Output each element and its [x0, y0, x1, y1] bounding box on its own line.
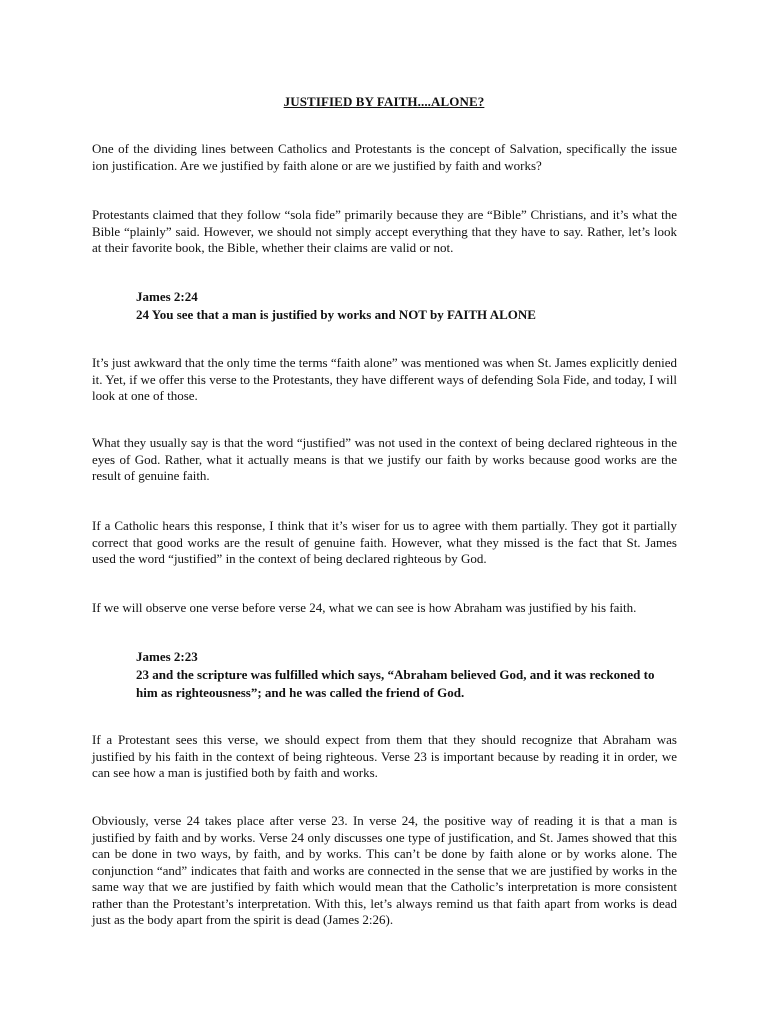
paragraph-conclusion: Obviously, verse 24 takes place after verse 23. In verse 24, the positive way of reading it is that a man is justified by faith and by works. Verse 24 only discusses one type of justification, and St. James showed that this can be done in two ways, by faith, and by works. This can’t be done by faith alone or by works alone. The conjunction “and” indicates that faith and works are connected in the sense that we are justified by works in the same way that we are justified by faith which would mean that the Catholic’s interpretation is more consistent rather than the Protestant’s interpretation. With this, let’s always remind us that faith apart from works is dead just as the body apart from the spirit is dead (James 2:26).: [92, 813, 677, 927]
paragraph-protestant-response: What they usually say is that the word “justified” was not used in the context of being declared righteous in the eyes of God. Rather, what it actually means is that we justify our faith by works because good works are the result of genuine faith.: [92, 435, 677, 483]
paragraph-verse-before: If we will observe one verse before verse 24, what we can see is how Abraham was justified by his faith.: [92, 600, 637, 615]
page-title: JUSTIFIED BY FAITH....ALONE?: [283, 94, 485, 109]
scripture-reference: James 2:23: [136, 649, 198, 664]
paragraph-abraham-justified: If a Protestant sees this verse, we should expect from them that they should recognize that Abraham was justified by his faith in the context of being righteous. Verse 23 is important because by reading it in order, we can see how a man is justified both by faith and works.: [92, 732, 677, 780]
scripture-text: 24 You see that a man is justified by works and NOT by FAITH ALONE: [136, 307, 536, 322]
scripture-text: 23 and the scripture was fulfilled which says, “Abraham believed God, and it was reckoned to him as righteousness”; and he was called the friend of God.: [136, 667, 655, 700]
paragraph-protestant-claim: Protestants claimed that they follow “sola fide” primarily because they are “Bible” Christians, and it’s what the Bible “plainly” said. However, we should not simply accept everything that they have to say. Rather, let’s look at their favorite book, the Bible, whether their claims are valid or not.: [92, 207, 677, 255]
scripture-quote-james-2-24: [136, 288, 606, 324]
scripture-quote-james-2-23: [136, 648, 656, 702]
paragraph-catholic-reply: If a Catholic hears this response, I think that it’s wiser for us to agree with them partially. They got it partially correct that good works are the result of genuine faith. However, what they missed is the fact that St. James used the word “justified” in the context of being declared righteous by God.: [92, 518, 677, 566]
paragraph-faith-alone-denied: It’s just awkward that the only time the terms “faith alone” was mentioned was when St. James explicitly denied it. Yet, if we offer this verse to the Protestants, they have different ways of defending Sola Fide, and today, I will look at one of those.: [92, 355, 677, 403]
scripture-reference: James 2:24: [136, 289, 198, 304]
paragraph-intro: One of the dividing lines between Catholics and Protestants is the concept of Salvation, specifically the issue ion justification. Are we justified by faith alone or are we justified by faith and works?: [92, 141, 677, 173]
